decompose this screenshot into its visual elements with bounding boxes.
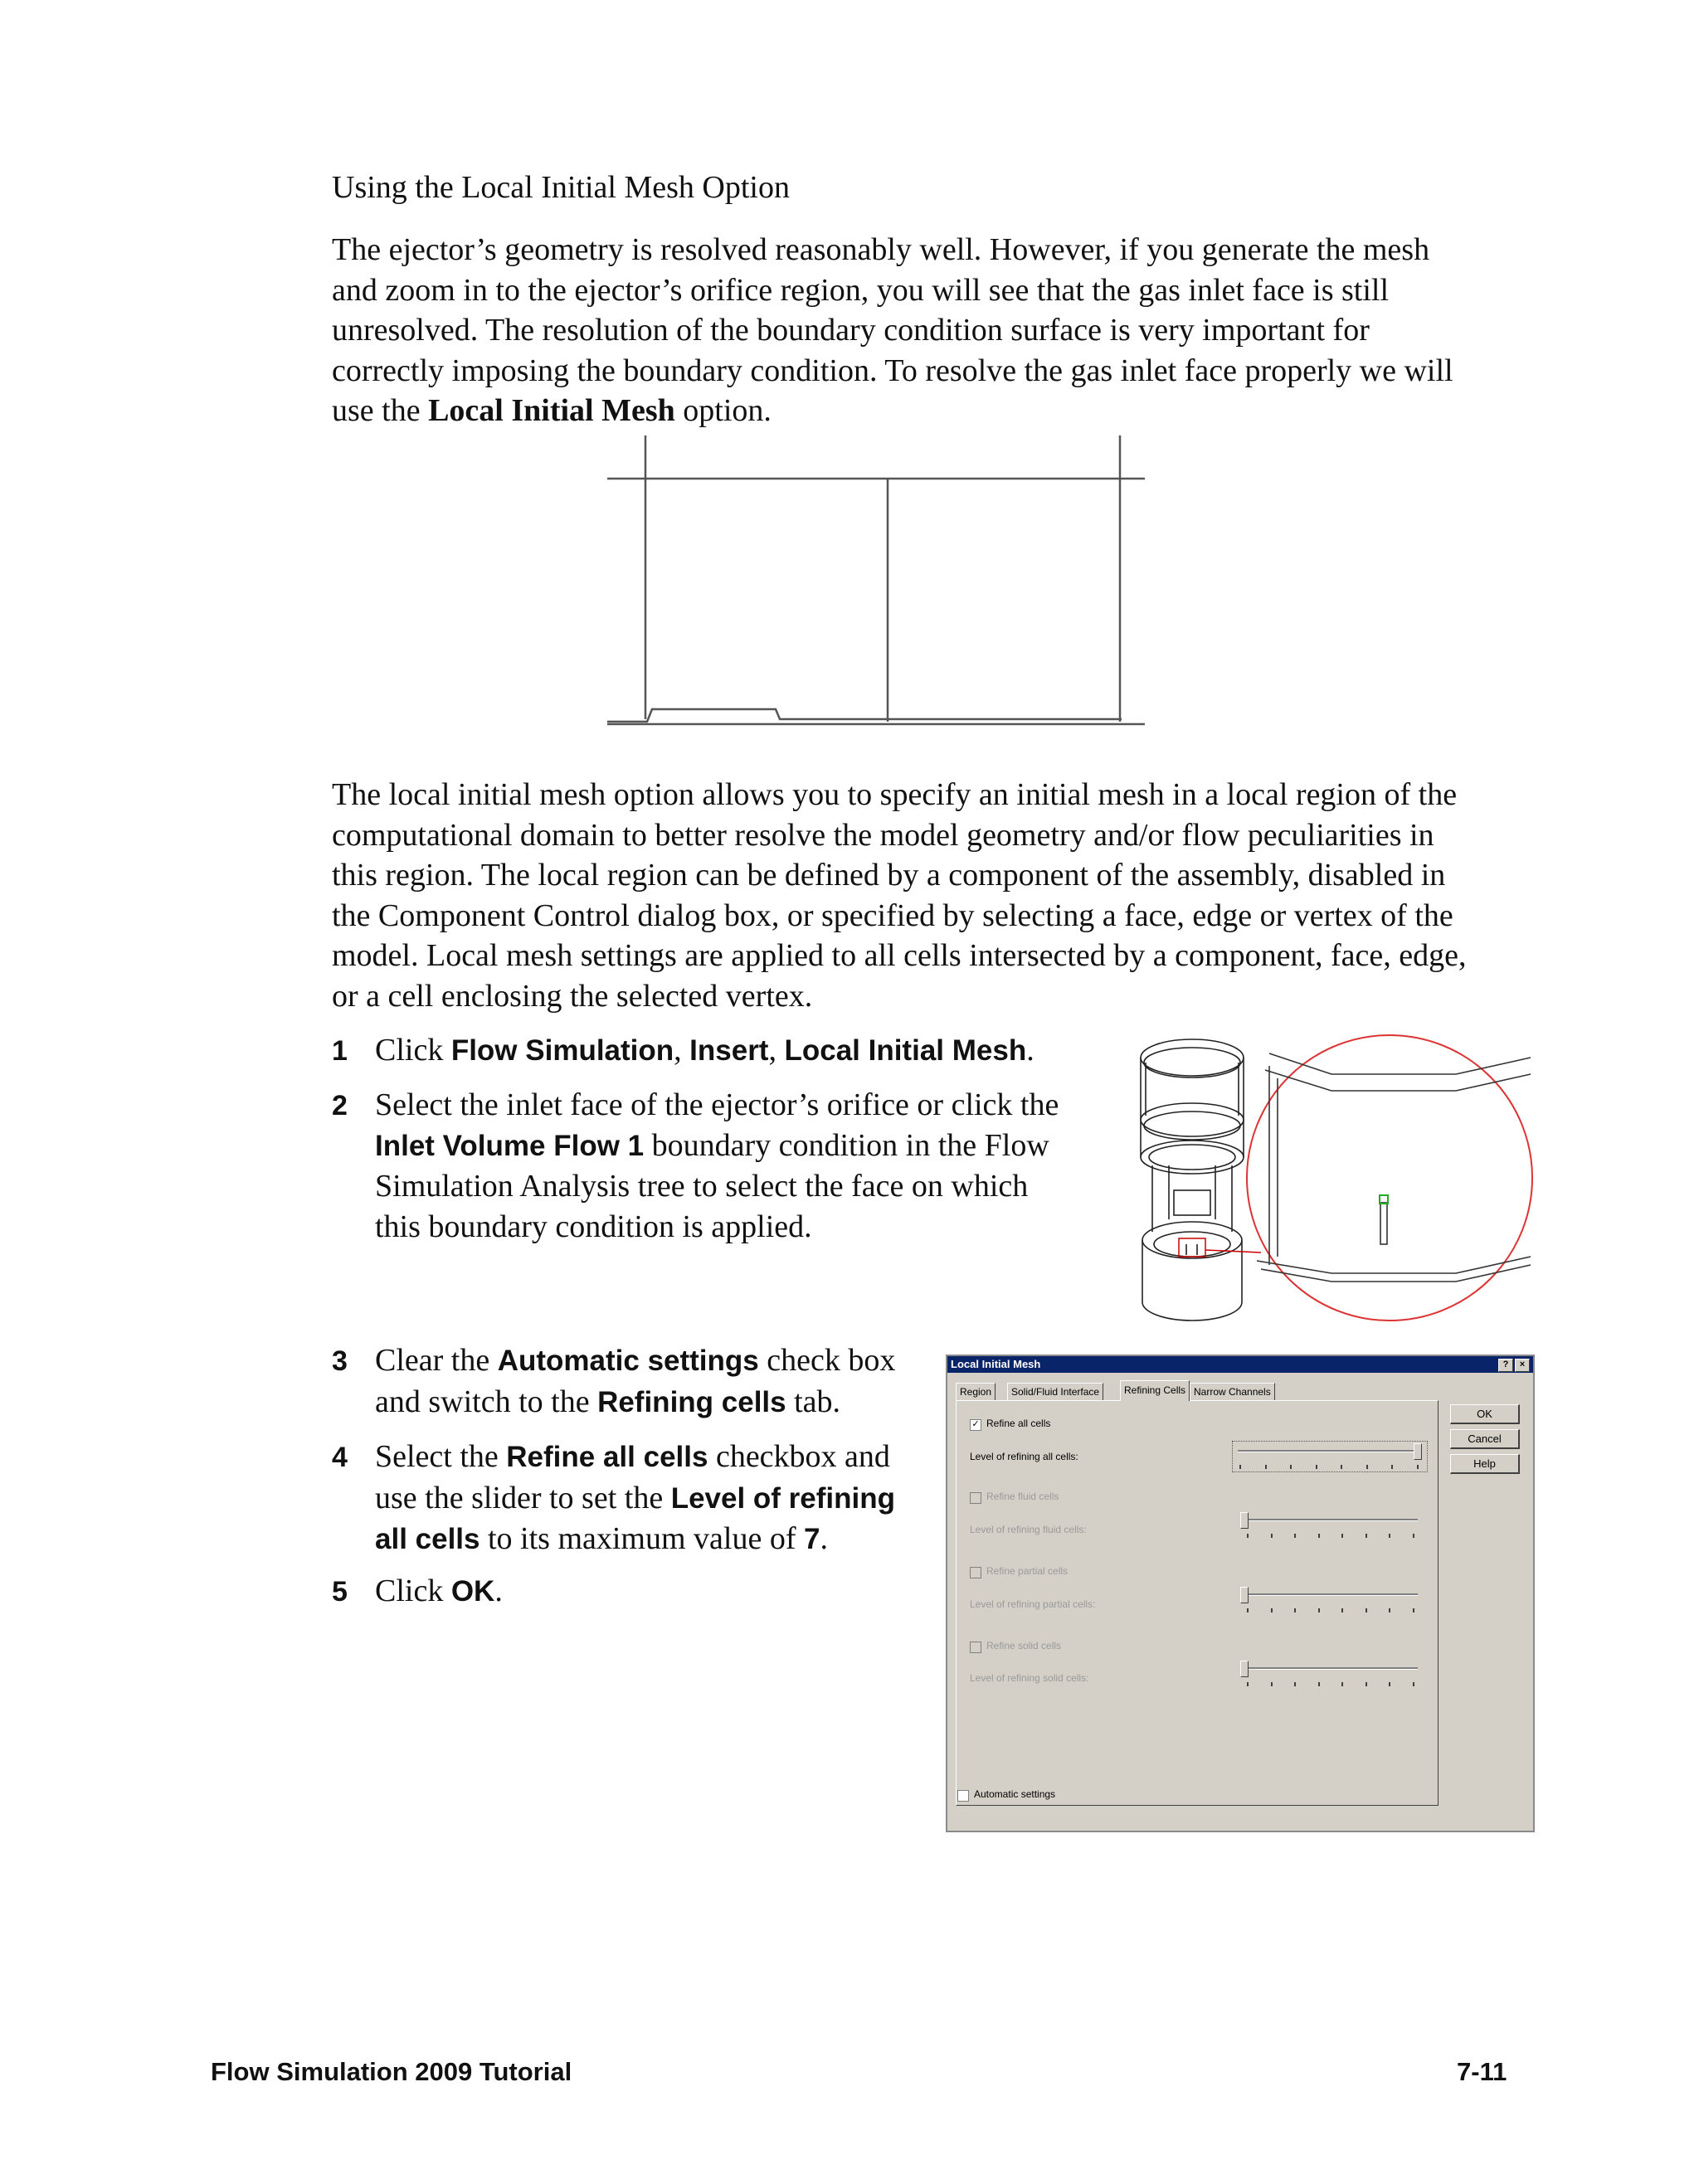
intro-line: The ejector’s geometry is resolved reasonably well. However, if you generate the mesh (332, 232, 1430, 267)
tab-narrow-channels[interactable]: Narrow Channels (1190, 1383, 1275, 1400)
slider-thumb[interactable] (1240, 1587, 1249, 1603)
description-line: model. Local mesh settings are applied to all cells intersected by a component, face, edge, (332, 938, 1467, 973)
tab-refining-cells[interactable]: Refining Cells (1120, 1380, 1190, 1401)
cancel-button[interactable]: Cancel (1450, 1429, 1520, 1449)
tab-solid-fluid-interface[interactable]: Solid/Fluid Interface (1007, 1383, 1103, 1400)
slider-tick (1318, 1608, 1320, 1612)
slider-tick (1318, 1534, 1320, 1538)
step-4-text: Select the Refine all cells checkbox and use the slider to set the Level of refining all cells to its maximum value of 7. (375, 1439, 896, 1556)
slider-tick (1413, 1608, 1414, 1612)
ejector-figure (1124, 1033, 1539, 1331)
page-number: 7-11 (1457, 2057, 1507, 2086)
intro-paragraph (332, 230, 1543, 431)
slider-tick (1389, 1682, 1390, 1686)
refine-fluid-cells-checkbox[interactable] (970, 1492, 981, 1504)
step-number: 4 (332, 1442, 348, 1473)
level-solid-cells-label: Level of refining solid cells: (970, 1672, 1089, 1684)
slider-tick (1341, 1534, 1343, 1538)
intro-line: and zoom in to the ejector’s orifice region, you will see that the gas inlet face is still (332, 272, 1390, 308)
intro-line: correctly imposing the boundary condition. To resolve the gas inlet face properly we will (332, 353, 1453, 388)
slider-thumb[interactable] (1240, 1512, 1249, 1529)
refining-cells-panel (956, 1400, 1439, 1806)
level-all-cells-slider[interactable] (1232, 1441, 1428, 1472)
step-number: 3 (332, 1345, 348, 1377)
help-button[interactable]: Help (1450, 1454, 1520, 1474)
close-title-button[interactable]: × (1515, 1359, 1530, 1372)
slider-tick (1366, 1608, 1367, 1612)
slider-tick (1389, 1608, 1390, 1612)
slider-tick (1366, 1682, 1367, 1686)
slider-tick (1271, 1682, 1273, 1686)
mesh-figure (597, 427, 1153, 730)
automatic-settings-label: Automatic settings (974, 1788, 1056, 1800)
refine-partial-cells-label: Refine partial cells (986, 1565, 1069, 1577)
dialog-title-bar (947, 1356, 1533, 1373)
slider-tick (1271, 1534, 1273, 1538)
description-line: this region. The local region can be defined by a component of the assembly, disabled in (332, 858, 1446, 893)
level-fluid-cells-label: Level of refining fluid cells: (970, 1524, 1087, 1535)
step-number: 5 (332, 1576, 348, 1608)
slider-tick (1413, 1682, 1414, 1686)
slider-tick (1294, 1534, 1296, 1538)
intro-line: unresolved. The resolution of the boundary condition surface is very important for (332, 313, 1370, 348)
level-partial-cells-label: Level of refining partial cells: (970, 1598, 1096, 1610)
slider-tick (1265, 1465, 1267, 1469)
slider-track (1245, 1593, 1418, 1596)
description-line: computational domain to better resolve the model geometry and/or flow peculiarities in (332, 817, 1434, 853)
dialog-title: Local Initial Mesh (951, 1358, 1041, 1370)
refine-partial-cells-checkbox[interactable] (970, 1567, 981, 1578)
mesh-boundary (607, 709, 1122, 722)
slider-tick (1294, 1608, 1296, 1612)
automatic-settings-checkbox[interactable] (957, 1790, 969, 1802)
slider-tick (1366, 1465, 1368, 1469)
slider-tick (1247, 1608, 1249, 1612)
checkmark-icon: ✓ (971, 1419, 980, 1429)
help-title-button[interactable]: ? (1498, 1359, 1513, 1372)
slider-tick (1239, 1465, 1241, 1469)
refine-all-cells-label: Refine all cells (986, 1418, 1051, 1429)
slider-tick (1389, 1534, 1390, 1538)
footer-title: Flow Simulation 2009 Tutorial (211, 2057, 572, 2086)
refine-all-cells-checkbox[interactable] (970, 1419, 981, 1431)
slider-track (1238, 1450, 1422, 1452)
description-paragraph (332, 775, 1543, 1016)
slider-tick (1341, 1682, 1343, 1686)
slider-tick (1417, 1465, 1419, 1469)
description-line: The local initial mesh option allows you to specify an initial mesh in a local region of the (332, 777, 1458, 812)
step-number: 2 (332, 1090, 348, 1121)
slider-tick (1341, 1608, 1343, 1612)
slider-thumb[interactable] (1240, 1661, 1249, 1677)
intro-line: use the Local Initial Mesh option. (332, 393, 772, 428)
slider-tick (1247, 1534, 1249, 1538)
zoom-source-box (1179, 1238, 1205, 1257)
local-initial-mesh-dialog (946, 1355, 1535, 1832)
local-initial-mesh-term: Local Initial Mesh (428, 393, 675, 428)
level-partial-cells-slider[interactable] (1240, 1585, 1423, 1618)
level-all-cells-label: Level of refining all cells: (970, 1451, 1078, 1462)
tab-region[interactable]: Region (956, 1383, 996, 1400)
description-line: or a cell enclosing the selected vertex. (332, 978, 813, 1014)
slider-tick (1413, 1534, 1414, 1538)
refine-solid-cells-checkbox[interactable] (970, 1642, 981, 1653)
step-1-text: Click Flow Simulation, Insert, Local Initial Mesh. (375, 1033, 1034, 1068)
ejector-model (1141, 1039, 1244, 1321)
slider-tick (1366, 1534, 1367, 1538)
slider-track (1245, 1519, 1418, 1521)
step-3-text: Clear the Automatic settings check box and switch to the Refining cells tab. (375, 1343, 896, 1419)
level-solid-cells-slider[interactable] (1240, 1659, 1423, 1692)
slider-tick (1316, 1465, 1317, 1469)
refine-fluid-cells-label: Refine fluid cells (986, 1491, 1059, 1502)
slider-tick (1290, 1465, 1292, 1469)
section-heading: Using the Local Initial Mesh Option (332, 170, 790, 205)
ok-button[interactable]: OK (1450, 1404, 1520, 1424)
slider-thumb[interactable] (1414, 1443, 1422, 1460)
slider-tick (1271, 1608, 1273, 1612)
slider-tick (1341, 1465, 1342, 1469)
refine-solid-cells-label: Refine solid cells (986, 1640, 1062, 1651)
description-line: the Component Control dialog box, or specified by selecting a face, edge or vertex of the (332, 897, 1453, 933)
slider-tick (1247, 1682, 1249, 1686)
slider-tick (1391, 1465, 1393, 1469)
slider-tick (1318, 1682, 1320, 1686)
step-2-text: Select the inlet face of the ejector’s orifice or click the Inlet Volume Flow 1 boundary condition in the Flow Simulation Analysis tree to select the face on which this boundary condition is applied. (375, 1087, 1059, 1244)
step-5-text: Click OK. (375, 1574, 503, 1608)
level-fluid-cells-slider[interactable] (1240, 1510, 1423, 1544)
slider-tick (1294, 1682, 1296, 1686)
step-number: 1 (332, 1035, 348, 1067)
slider-track (1245, 1667, 1418, 1670)
